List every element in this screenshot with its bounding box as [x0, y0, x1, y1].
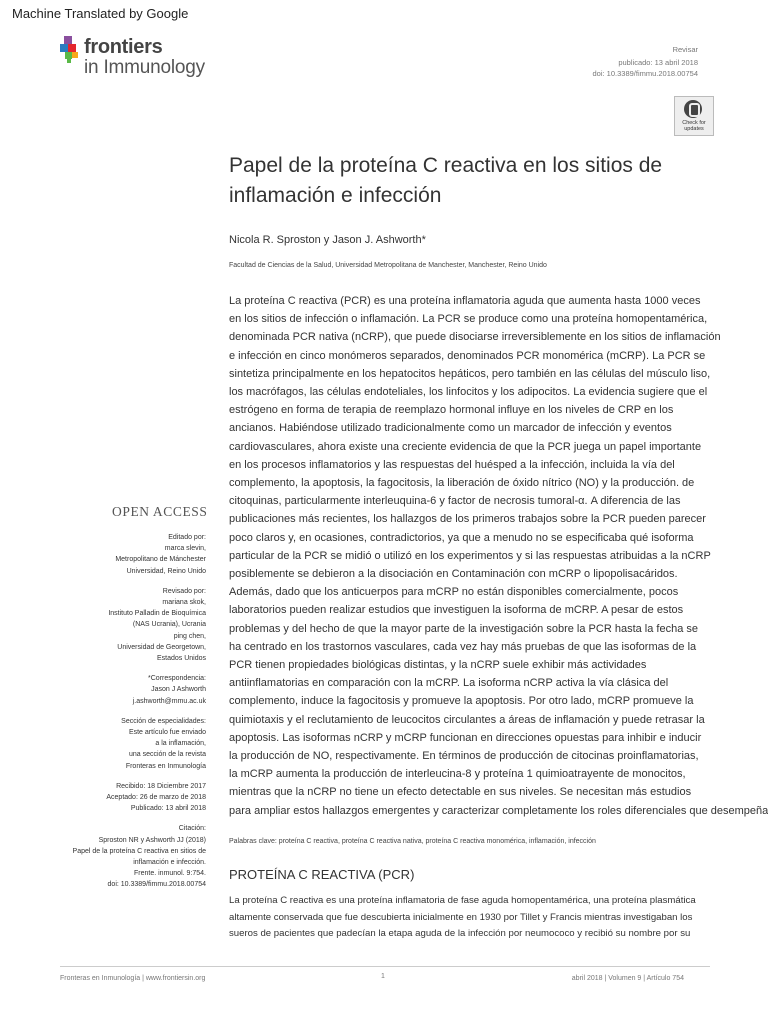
abstract-line: en los procesos inflamatorios y las respuestas del huésped a la infección, incluida la vía del — [229, 458, 675, 471]
body-line: sueros de pacientes que padecían la etapa aguda de la infección por neumococo y recibió su nombre por su — [229, 928, 691, 940]
published-date: publicado: 13 abril 2018 — [618, 58, 698, 67]
machine-translated-banner: Machine Translated by Google — [12, 6, 189, 21]
abstract-line: cardiovasculares, ahora existe una creciente evidencia de que la PCR juega un papel importante — [229, 440, 702, 453]
sidebar-line: Frente. inmunol. 9:754. — [134, 870, 206, 878]
sidebar-line: Sección de especialidades: — [121, 717, 206, 725]
sidebar-line: Recibido: 18 Diciembre 2017 — [116, 782, 206, 790]
article-info-sidebar — [40, 532, 206, 891]
abstract-line: en los sitios de infección o inflamación. La PCR se produce como una proteína homopentamérica, — [229, 313, 708, 326]
abstract-line: quimiotaxis y el reclutamiento de leucocitos circulantes a áreas de inflamación y puede retrasar la — [229, 713, 705, 726]
sidebar-line: Estados Unidos — [156, 655, 206, 663]
abstract-line: ancianos. Habiéndose utilizado tradicionalmente como un marcador de infección y eventos — [229, 422, 672, 435]
sidebar-line: marca slevin, — [164, 545, 206, 553]
abstract-line: e infección en cinco monómeros separados, denominados PCR monomérica (mCRP). La PCR se — [229, 349, 706, 362]
sidebar-line: Este artículo fue enviado — [128, 729, 206, 737]
sidebar-line: Citación: — [178, 825, 206, 833]
sidebar-line: Metropolitano de Mánchester — [115, 556, 206, 564]
update-check-icon — [684, 100, 702, 118]
abstract — [229, 292, 768, 820]
sidebar-line: mariana skok, — [162, 599, 206, 607]
abstract-line: la mCRP aumenta la producción de interleucina-8 y proteína 1 quimioatrayente de monocitos, — [229, 768, 686, 781]
article-authors: Nicola R. Sproston y Jason J. Ashworth* — [229, 234, 426, 246]
abstract-line: citoquinas, particularmente interleuquina-6 y factor de necrosis tumoral-α. A diferencia de las — [229, 495, 681, 508]
sidebar-line[interactable]: j.ashworth@mmu.ac.uk — [132, 697, 206, 705]
abstract-line: problemas y del hecho de que la mayor parte de la investigación sobre la PCR hasta la fecha se — [229, 622, 698, 635]
abstract-line: sintetiza principalmente en los hepatocitos hepáticos, pero también en las células del músculo liso, — [229, 367, 711, 380]
sidebar-line: Editado por: — [168, 534, 206, 541]
journal-name-line2: in Immunology — [84, 57, 205, 78]
footer-issue-info: abril 2018 | Volumen 9 | Artículo 754 — [571, 975, 684, 982]
article-type: Revisar — [672, 45, 698, 54]
keywords: Palabras clave: proteína C reactiva, proteína C reactiva nativa, proteína C reactiva monomérica, inflamación, infección — [229, 838, 596, 845]
abstract-line: denominada PCR nativa (nCRP), que puede disociarse irreversiblemente en los sitios de inflamación — [229, 331, 721, 344]
sidebar-line: (NAS Ucrania), Ucrania — [132, 621, 206, 629]
sidebar-line: Revisado por: — [162, 587, 206, 595]
sidebar-line: Papel de la proteína C reactiva en sitios de — [72, 847, 206, 855]
abstract-line: poco claros y, en ocasiones, contradictorios, ya que a menudo no se especificaba qué isoforma — [229, 531, 694, 544]
article-title: Papel de la proteína C reactiva en los sitios de inflamación e infección — [229, 154, 663, 207]
check-for-updates-button[interactable] — [674, 96, 714, 136]
abstract-line: complemento, la apoptosis, la fagocitosis, la liberación de óxido nítrico (NO) y la producción. de — [229, 477, 695, 490]
abstract-line: La proteína C reactiva (PCR) es una proteína inflamatoria aguda que aumenta hasta 1000 veces — [229, 295, 701, 307]
page-number: 1 — [381, 973, 385, 980]
frontiers-logo-icon — [58, 34, 84, 68]
sidebar-line: Jason J Ashworth — [151, 686, 206, 694]
sidebar-line: inflamación e infección. — [133, 859, 206, 867]
sidebar-line[interactable]: doi: 10.3389/fimmu.2018.00754 — [107, 881, 206, 889]
abstract-line: publicaciones más recientes, los hallazgos de los primeros trabajos sobre la PCR pueden parecer — [229, 513, 706, 526]
body-line: altamente conservada que fue descubierta inicialmente en 1930 por Tillet y Francis mientras investigaban los — [229, 911, 693, 923]
sidebar-line: Universidad, Reino Unido — [126, 567, 206, 575]
abstract-line: complemento, induce la fagocitosis y promueve la apoptosis. Por otro lado, mCRP promueve la — [229, 695, 694, 708]
journal-logo[interactable] — [58, 34, 228, 82]
body-line: La proteína C reactiva es una proteína inflamatoria de fase aguda homopentamérica, una proteína plasmática — [229, 895, 696, 906]
sidebar-line: Fronteras en Inmunología — [125, 762, 206, 770]
check-updates-label: Check for updates — [682, 120, 706, 132]
abstract-line: Además, dado que los anticuerpos para mCRP no están disponibles comercialmente, pocos — [229, 586, 679, 599]
abstract-line: ha centrado en los trastornos vasculares, cada vez hay más pruebas de que las isoformas de la — [229, 640, 697, 653]
footer-journal-link[interactable]: Fronteras en Inmunología | www.frontiersin.org — [60, 975, 206, 982]
abstract-line: laboratorios pueden realizar estudios que investiguen la isoforma de mCRP. A pesar de estos — [229, 604, 684, 617]
abstract-line: antiinflamatorias en comparación con la mCRP. La isoforma nCRP activa la vía clásica del — [229, 677, 669, 690]
article-doi[interactable]: doi: 10.3389/fimmu.2018.00754 — [592, 69, 698, 78]
abstract-line: la producción de NO, respectivamente. En términos de producción de citocinas proinflamatorias, — [229, 750, 699, 763]
open-access-label: OPEN ACCESS — [112, 504, 208, 519]
sidebar-line: una sección de la revista — [128, 751, 206, 759]
sidebar-line: Publicado: 13 abril 2018 — [130, 805, 206, 813]
section-heading: PROTEÍNA C REACTIVA (PCR) — [229, 867, 415, 882]
journal-name-line1: frontiers — [84, 36, 163, 58]
abstract-line: estrógeno en forma de terapia de reemplazo hormonal influye en los niveles de CRP en los — [229, 404, 674, 417]
sidebar-line: Universidad de Georgetown, — [117, 643, 206, 651]
abstract-line: particular de la PCR se midió o utilizó en los experimentos y si las respuestas atribuidas a la nCRP — [229, 549, 711, 562]
sidebar-line: Aceptado: 26 de marzo de 2018 — [106, 794, 206, 802]
abstract-line: posiblemente se debieron a la disociación en Contaminación con mCRP o lipopolisacáridos. — [229, 568, 678, 581]
sidebar-line: *Correspondencia: — [148, 675, 206, 683]
abstract-line: apoptosis. Las isoformas nCRP y mCRP funcionan en direcciones opuestas para inhibir e inducir — [229, 731, 702, 744]
abstract-line: los macrófagos, las células endoteliales, los linfocitos y los adipocitos. La evidencia sugiere que el — [229, 386, 708, 399]
author-affiliation: Facultad de Ciencias de la Salud, Universidad Metropolitana de Manchester, Manchester, Reino Unido — [229, 262, 547, 269]
body-text — [229, 893, 768, 943]
footer-divider — [60, 966, 710, 967]
abstract-line: PCR tienen propiedades biológicas distintas, y la nCRP suele exhibir más actividades — [229, 659, 647, 672]
sidebar-line: Instituto Palladin de Bioquímica — [108, 610, 206, 618]
abstract-line: para ampliar estos hallazgos emergentes y caracterizar completamente los roles diferenciales que desempeña — [229, 804, 768, 817]
abstract-line: mientras que la nCRP no tiene un efecto detectable en sus niveles. Se necesitan más estudios — [229, 786, 692, 799]
article-meta — [593, 44, 699, 79]
sidebar-line: a la inflamación, — [155, 740, 206, 748]
sidebar-line: Sproston NR y Ashworth JJ (2018) — [98, 836, 206, 844]
sidebar-line: ping chen, — [173, 632, 206, 640]
